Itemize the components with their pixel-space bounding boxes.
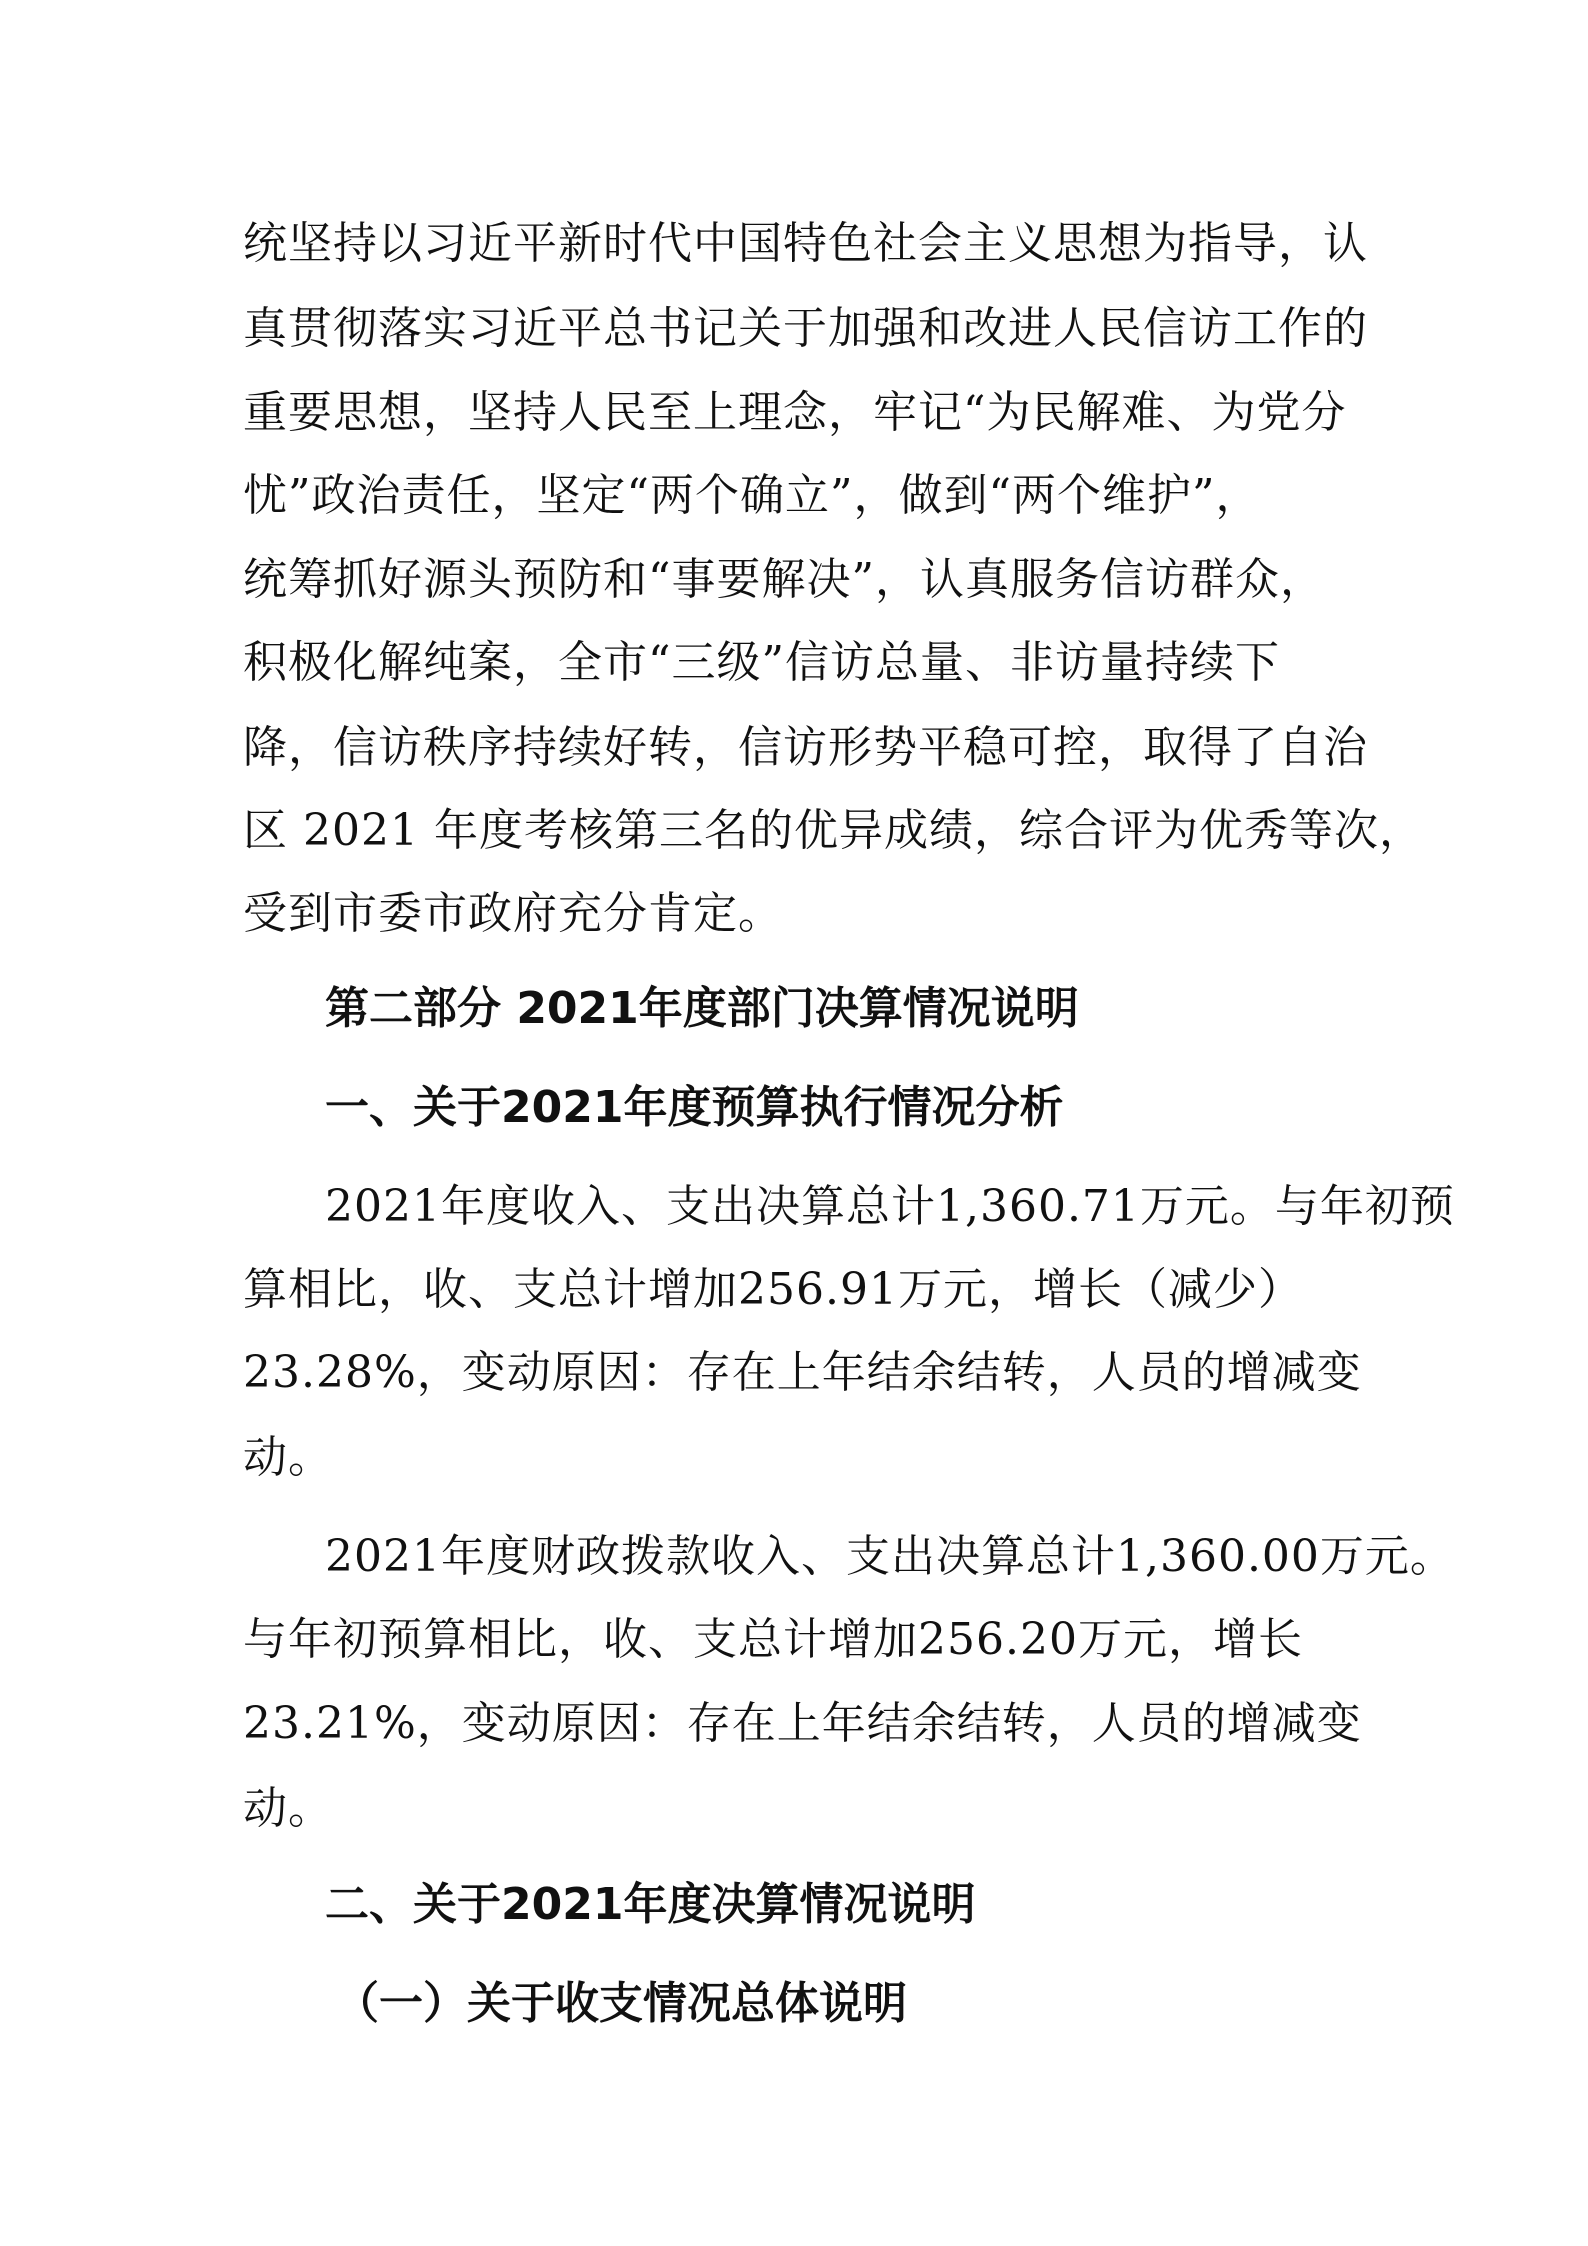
fiscal-line-3: 23.21%，变动原因：存在上年结余结转，人员的增减变 — [243, 1698, 1362, 1749]
section-two-heading: 二、关于2021年度决算情况说明 — [325, 1879, 976, 1930]
intro-line-6: 积极化解纯案，全市“三级”信访总量、非访量持续下 — [243, 637, 1280, 688]
fiscal-line-4: 动。 — [243, 1783, 333, 1834]
total-line-4: 动。 — [243, 1432, 333, 1483]
fiscal-line-1: 2021年度财政拨款收入、支出决算总计1,360.00万元。 — [325, 1531, 1455, 1582]
total-line-2: 算相比，收、支总计增加256.91万元，增长（减少） — [243, 1264, 1303, 1315]
intro-line-3: 重要思想，坚持人民至上理念，牢记“为民解难、为党分 — [243, 387, 1347, 438]
total-line-3: 23.28%，变动原因：存在上年结余结转，人员的增减变 — [243, 1347, 1362, 1398]
fiscal-line-2: 与年初预算相比，收、支总计增加256.20万元，增长 — [243, 1614, 1303, 1665]
subsection-one-heading: （一）关于收支情况总体说明 — [335, 1978, 907, 2029]
intro-line-8: 区 2021 年度考核第三名的优异成绩，综合评为优秀等次， — [243, 805, 1424, 856]
intro-line-9: 受到市委市政府充分肯定。 — [243, 888, 783, 939]
intro-line-2: 真贯彻落实习近平总书记关于加强和改进人民信访工作的 — [243, 303, 1368, 354]
intro-line-4: 忧”政治责任，坚定“两个确立”，做到“两个维护”， — [243, 470, 1261, 521]
intro-line-7: 降，信访秩序持续好转，信访形势平稳可控，取得了自治 — [243, 722, 1368, 773]
part-two-heading: 第二部分 2021年度部门决算情况说明 — [325, 983, 1079, 1034]
intro-line-5: 统筹抓好源头预防和“事要解决”，认真服务信访群众， — [243, 554, 1325, 605]
section-one-heading: 一、关于2021年度预算执行情况分析 — [325, 1082, 1064, 1133]
total-line-1: 2021年度收入、支出决算总计1,360.71万元。与年初预 — [325, 1181, 1455, 1232]
intro-line-1: 统坚持以习近平新时代中国特色社会主义思想为指导，认 — [243, 218, 1368, 269]
